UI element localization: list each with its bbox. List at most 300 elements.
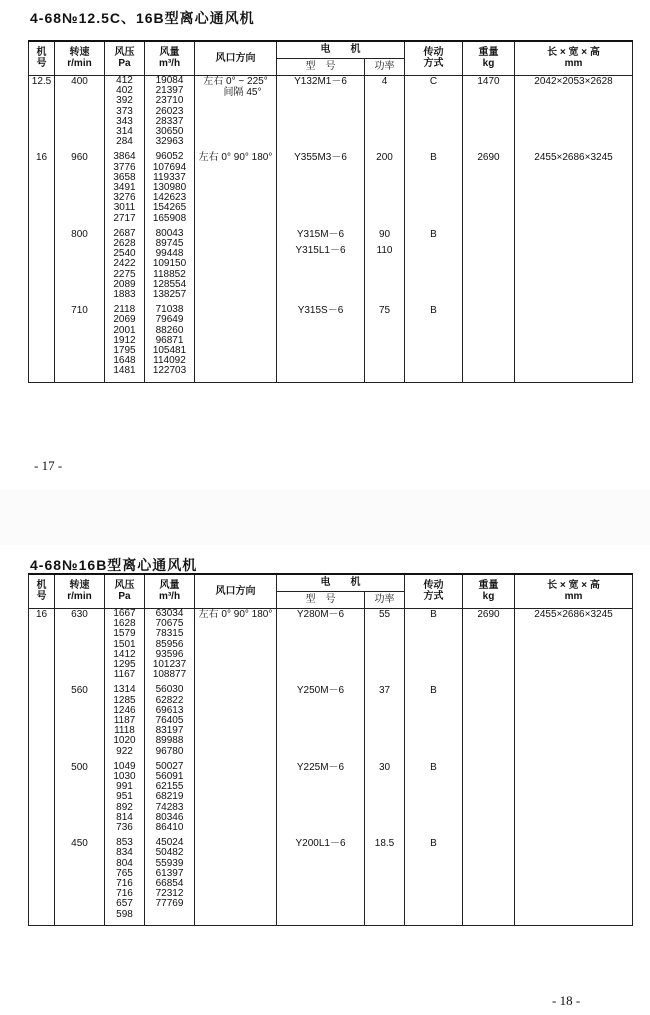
motor-power-value: 75 <box>378 305 391 317</box>
pressure-value: 1648 <box>113 355 136 367</box>
drive-type: B <box>405 152 463 223</box>
motor-power-value: 37 <box>378 685 391 697</box>
outlet-direction <box>195 76 277 148</box>
flow-values <box>145 609 195 681</box>
header-speed <box>55 41 105 76</box>
flow-value: 77769 <box>155 898 184 910</box>
speed-value: 560 <box>55 685 105 756</box>
spacer-cell <box>405 377 463 383</box>
flow-value: 138257 <box>152 289 187 301</box>
pressure-value: 1912 <box>113 334 136 346</box>
flow-value: 63034 <box>155 608 184 619</box>
flow-value: 85956 <box>155 638 184 650</box>
header-flow-line: 风量 <box>159 580 180 592</box>
spacer-cell <box>365 920 405 926</box>
header-dimensions-line: mm <box>564 590 583 602</box>
table-row <box>29 305 633 376</box>
pressure-value: 373 <box>116 105 133 117</box>
motor-model-value: Y280M－6 <box>296 609 345 620</box>
flow-value: 69613 <box>155 704 184 716</box>
outlet-direction <box>195 152 277 223</box>
flow-value: 62155 <box>155 781 184 793</box>
page-number: - 18 - <box>552 993 581 1008</box>
pressure-values <box>105 762 145 833</box>
flow-value: 105481 <box>152 345 187 357</box>
pressure-value: 1795 <box>113 345 136 357</box>
pressure-value: 991 <box>116 781 133 793</box>
flow-value: 56030 <box>155 684 184 696</box>
flow-value: 74283 <box>155 801 184 813</box>
flow-value: 28337 <box>155 115 184 127</box>
page-number: - 17 - <box>34 458 63 473</box>
flow-value: 23710 <box>155 95 184 107</box>
flow-value: 142623 <box>152 192 187 204</box>
header-weight-line: kg <box>482 590 495 602</box>
speed-value: 400 <box>55 76 105 148</box>
header-speed-line: 转速 <box>69 47 90 59</box>
page-17 <box>0 0 650 490</box>
flow-value: 86410 <box>155 822 184 834</box>
pressure-value: 765 <box>116 867 133 879</box>
drive-type: B <box>405 229 463 300</box>
spacer-cell <box>145 920 195 926</box>
header-flow-line: 风量 <box>159 47 180 59</box>
spacer-cell <box>29 920 55 926</box>
speed-value: 630 <box>55 609 105 681</box>
flow-values <box>145 762 195 833</box>
flow-value: 130980 <box>152 182 187 194</box>
flow-values <box>145 305 195 376</box>
fan-spec-table <box>28 573 633 926</box>
dimensions-value <box>515 229 633 300</box>
speed-value: 450 <box>55 838 105 920</box>
flow-value: 88260 <box>155 324 184 336</box>
header-machine-no <box>29 574 55 609</box>
motor-power-value: 30 <box>378 761 391 773</box>
motor-power-value: 90 <box>378 228 391 240</box>
dimensions-value: 2042×2053×2628 <box>515 76 633 148</box>
header-drive <box>405 41 463 76</box>
outlet-direction <box>195 762 277 833</box>
header-pressure <box>105 41 145 76</box>
dimensions-value <box>515 762 633 833</box>
header-machine-no-line: 号 <box>36 590 47 602</box>
pressure-value: 804 <box>116 857 133 869</box>
outlet-direction <box>195 305 277 376</box>
outlet-direction-line: 左右 0° ~ 225° <box>203 76 268 87</box>
flow-value: 21397 <box>155 85 184 97</box>
spacer-cell <box>195 377 277 383</box>
pressure-value: 3011 <box>113 202 136 214</box>
header-pressure-line: Pa <box>118 590 131 602</box>
pressure-value: 892 <box>116 801 133 813</box>
motor-model-value: Y315M－6 <box>296 228 345 240</box>
flow-value: 30650 <box>155 126 184 138</box>
weight-value <box>463 305 515 376</box>
pressure-value: 343 <box>116 115 133 127</box>
flow-value: 108877 <box>152 669 187 681</box>
motor-model-value: Y315S－6 <box>297 305 344 317</box>
motor-model-value: Y355M3－6 <box>294 152 347 164</box>
header-weight-line: 重量 <box>478 580 499 592</box>
outlet-direction-line: 间隔 45° <box>223 87 262 98</box>
flow-value: 114092 <box>153 355 186 367</box>
spacer-cell <box>405 920 463 926</box>
motor-power-value: 18.5 <box>374 838 395 850</box>
pressure-value: 2275 <box>113 268 136 280</box>
machine-number: 16 <box>29 609 55 681</box>
motor-model <box>277 838 365 920</box>
pressure-value: 853 <box>116 837 133 849</box>
motor-model <box>277 762 365 833</box>
motor-power <box>365 609 405 681</box>
motor-model <box>277 609 365 681</box>
table-row <box>29 152 633 223</box>
pressure-value: 951 <box>116 791 133 803</box>
flow-value: 96052 <box>155 151 184 163</box>
flow-value: 55939 <box>155 857 184 869</box>
motor-power <box>365 305 405 376</box>
header-outlet-direction: 风口方向 <box>195 41 277 76</box>
pressure-value: 1187 <box>113 715 136 727</box>
pressure-value: 284 <box>116 136 133 148</box>
motor-model <box>277 685 365 756</box>
scan-divider-band <box>0 490 650 545</box>
header-weight <box>463 41 515 76</box>
dimensions-value <box>515 305 633 376</box>
flow-value: 122703 <box>152 365 187 377</box>
motor-power-value: 4 <box>381 76 388 87</box>
header-motor-power: 功率 <box>365 59 405 76</box>
table-title: 4-68№12.5C、16B型离心通风机 <box>30 10 255 26</box>
flow-value: 68219 <box>155 791 184 803</box>
speed-value: 960 <box>55 152 105 223</box>
weight-value <box>463 762 515 833</box>
table-row <box>29 609 633 681</box>
pressure-value: 1579 <box>113 628 136 640</box>
flow-value: 56091 <box>155 771 184 783</box>
weight-value <box>463 229 515 300</box>
flow-value: 154265 <box>152 202 187 214</box>
spacer-cell <box>365 377 405 383</box>
motor-model <box>277 305 365 376</box>
machine-number <box>29 838 55 920</box>
flow-value: 71038 <box>155 304 184 316</box>
page-18 <box>0 545 650 1015</box>
motor-power <box>365 152 405 223</box>
table-row <box>29 229 633 300</box>
pressure-value: 1030 <box>113 771 136 783</box>
pressure-value: 402 <box>116 85 133 97</box>
outlet-direction-line: 左右 0° 90° 180° <box>198 609 273 620</box>
header-motor: 电 机 <box>277 574 405 592</box>
header-dimensions <box>515 41 633 76</box>
header-speed-line: r/min <box>67 57 92 69</box>
header-flow-line: m³/h <box>158 57 181 69</box>
pressure-value: 3864 <box>113 151 136 163</box>
spacer-cell <box>277 377 365 383</box>
spacer-cell <box>515 377 633 383</box>
outlet-direction-line: 左右 0° 90° 180° <box>198 152 273 164</box>
header-machine-no-line: 机 <box>36 47 47 59</box>
flow-value: 107694 <box>152 161 187 173</box>
flow-value: 79649 <box>155 314 184 326</box>
header-pressure <box>105 574 145 609</box>
pressure-value: 2628 <box>113 238 136 250</box>
flow-value: 119337 <box>153 171 186 183</box>
header-machine-no <box>29 41 55 76</box>
motor-model-value: Y315L1－6 <box>295 244 346 256</box>
motor-power-value: 110 <box>376 244 393 256</box>
machine-number <box>29 685 55 756</box>
dimensions-value <box>515 685 633 756</box>
machine-number: 12.5 <box>29 76 55 148</box>
pressure-value: 1020 <box>113 735 136 747</box>
pressure-values <box>105 229 145 300</box>
spacer-cell <box>105 920 145 926</box>
header-motor-power: 功率 <box>365 592 405 609</box>
pressure-values <box>105 152 145 223</box>
header-weight-line: 重量 <box>478 47 499 59</box>
header-motor: 电 机 <box>277 41 405 59</box>
weight-value: 2690 <box>463 609 515 681</box>
machine-number <box>29 305 55 376</box>
pressure-value: 922 <box>116 745 133 757</box>
table-row <box>29 76 633 148</box>
machine-number: 16 <box>29 152 55 223</box>
speed-value: 500 <box>55 762 105 833</box>
pressure-value: 1246 <box>113 704 136 716</box>
drive-type: B <box>405 838 463 920</box>
pressure-value: 392 <box>116 95 133 107</box>
motor-power <box>365 229 405 300</box>
flow-values <box>145 229 195 300</box>
motor-power <box>365 838 405 920</box>
outlet-direction <box>195 229 277 300</box>
flow-value: 72312 <box>155 888 184 900</box>
pressure-values <box>105 685 145 756</box>
pressure-values <box>105 76 145 148</box>
flow-value: 66854 <box>155 878 184 890</box>
header-dimensions <box>515 574 633 609</box>
spacer-cell <box>277 920 365 926</box>
pressure-value: 1295 <box>113 659 136 671</box>
pressure-value: 716 <box>116 888 133 900</box>
motor-power-value: 55 <box>378 609 391 620</box>
spacer-cell <box>145 377 195 383</box>
pressure-value: 1314 <box>113 684 136 696</box>
pressure-value: 2717 <box>113 212 136 224</box>
motor-model <box>277 76 365 148</box>
pressure-value: 1667 <box>113 608 136 619</box>
header-dimensions-line: mm <box>564 57 583 69</box>
motor-model-value: Y132M1－6 <box>294 76 347 87</box>
drive-type: B <box>405 305 463 376</box>
spacer-cell <box>195 920 277 926</box>
pressure-value: 3276 <box>113 192 136 204</box>
machine-number <box>29 229 55 300</box>
header-flow <box>145 41 195 76</box>
pressure-value: 1412 <box>113 648 136 660</box>
drive-type: B <box>405 685 463 756</box>
header-outlet-direction: 风口方向 <box>195 574 277 609</box>
flow-values <box>145 685 195 756</box>
header-motor-model: 型 号 <box>277 59 365 76</box>
table-row <box>29 762 633 833</box>
spacer-cell <box>463 377 515 383</box>
flow-value: 109150 <box>152 258 187 270</box>
flow-value: 99448 <box>155 248 184 260</box>
header-pressure-line: Pa <box>118 57 131 69</box>
flow-value: 83197 <box>155 725 184 737</box>
flow-value: 80346 <box>155 811 184 823</box>
motor-power <box>365 76 405 148</box>
pressure-value: 716 <box>116 878 133 890</box>
pressure-value: 1501 <box>113 638 136 650</box>
header-drive-line: 方式 <box>423 57 444 69</box>
outlet-direction <box>195 609 277 681</box>
flow-value: 80043 <box>155 227 184 239</box>
spacer-cell <box>463 920 515 926</box>
flow-value: 128554 <box>152 278 187 290</box>
weight-value <box>463 838 515 920</box>
pressure-value: 2422 <box>113 258 136 270</box>
pressure-value: 736 <box>116 822 133 834</box>
table-row <box>29 685 633 756</box>
flow-value: 32963 <box>155 136 184 148</box>
pressure-value: 412 <box>116 75 133 86</box>
pressure-value: 1285 <box>113 694 136 706</box>
pressure-value: 1167 <box>113 669 136 681</box>
header-dimensions-line: 长 × 宽 × 高 <box>547 580 600 592</box>
dimensions-value <box>515 838 633 920</box>
pressure-value: 3491 <box>113 182 136 194</box>
motor-model <box>277 229 365 300</box>
flow-value: 62822 <box>155 694 184 706</box>
dimensions-value: 2455×2686×3245 <box>515 152 633 223</box>
pressure-value: 314 <box>116 126 133 138</box>
header-weight-line: kg <box>482 57 495 69</box>
speed-value: 710 <box>55 305 105 376</box>
flow-value: 89745 <box>155 238 184 250</box>
pressure-value: 598 <box>116 908 133 920</box>
flow-values <box>145 76 195 148</box>
pressure-value: 2089 <box>113 278 136 290</box>
pressure-value: 2118 <box>113 304 136 316</box>
flow-values <box>145 152 195 223</box>
machine-number <box>29 762 55 833</box>
drive-type: B <box>405 609 463 681</box>
header-speed-line: 转速 <box>69 580 90 592</box>
weight-value <box>463 685 515 756</box>
flow-value: 19084 <box>155 75 184 86</box>
flow-value: 96871 <box>155 334 184 346</box>
pressure-value: 2069 <box>113 314 136 326</box>
header-machine-no-line: 机 <box>36 580 47 592</box>
motor-model-value: Y250M－6 <box>296 685 345 697</box>
motor-power <box>365 685 405 756</box>
pressure-value: 3658 <box>113 171 136 183</box>
fan-spec-table <box>28 40 633 383</box>
pressure-value: 2001 <box>113 324 136 336</box>
group-spacer <box>29 920 633 926</box>
pressure-value: 834 <box>116 847 133 859</box>
pressure-value: 1049 <box>113 760 136 772</box>
group-spacer <box>29 377 633 383</box>
pressure-value: 3776 <box>113 161 136 173</box>
header-speed <box>55 574 105 609</box>
dimensions-value: 2455×2686×3245 <box>515 609 633 681</box>
header-drive <box>405 574 463 609</box>
header-drive-line: 传动 <box>423 47 444 59</box>
weight-value: 2690 <box>463 152 515 223</box>
header-machine-no-line: 号 <box>36 57 47 69</box>
flow-value: 70675 <box>155 618 184 630</box>
flow-value: 50482 <box>155 847 184 859</box>
motor-model-value: Y200L1－6 <box>295 838 346 850</box>
flow-value: 78315 <box>155 628 184 640</box>
flow-value: 50027 <box>155 760 184 772</box>
pressure-value: 2540 <box>113 248 136 260</box>
header-weight <box>463 574 515 609</box>
weight-value: 1470 <box>463 76 515 148</box>
pressure-value: 2687 <box>113 227 136 239</box>
header-flow-line: m³/h <box>158 590 181 602</box>
flow-value: 89988 <box>155 735 184 747</box>
table-title: 4-68№16B型离心通风机 <box>30 557 198 573</box>
pressure-value: 814 <box>116 811 133 823</box>
header-motor-model: 型 号 <box>277 592 365 609</box>
motor-model <box>277 152 365 223</box>
motor-power <box>365 762 405 833</box>
header-drive-line: 传动 <box>423 580 444 592</box>
flow-value: 96780 <box>155 745 184 757</box>
header-dimensions-line: 长 × 宽 × 高 <box>547 47 600 59</box>
flow-value: 93596 <box>155 648 184 660</box>
flow-value: 118852 <box>153 268 186 280</box>
outlet-direction <box>195 838 277 920</box>
header-pressure-line: 风压 <box>114 47 135 59</box>
spacer-cell <box>55 377 105 383</box>
flow-value: 61397 <box>155 867 184 879</box>
header-speed-line: r/min <box>67 590 92 602</box>
pressure-values <box>105 838 145 920</box>
flow-value: 26023 <box>155 105 184 117</box>
motor-power-value: 200 <box>376 152 393 164</box>
pressure-value: 1481 <box>113 365 136 377</box>
flow-value: 165908 <box>152 212 187 224</box>
header-pressure-line: 风压 <box>114 580 135 592</box>
speed-value: 800 <box>55 229 105 300</box>
table-row <box>29 838 633 920</box>
flow-value: 45024 <box>155 837 184 849</box>
flow-values <box>145 838 195 920</box>
spacer-cell <box>29 377 55 383</box>
motor-model-value: Y225M－6 <box>296 761 345 773</box>
header-flow <box>145 574 195 609</box>
pressure-value: 1628 <box>113 618 136 630</box>
spacer-cell <box>105 377 145 383</box>
flow-value: 76405 <box>155 715 184 727</box>
pressure-values <box>105 305 145 376</box>
outlet-direction <box>195 685 277 756</box>
pressure-values <box>105 609 145 681</box>
drive-type: B <box>405 762 463 833</box>
spacer-cell <box>515 920 633 926</box>
pressure-value: 1118 <box>114 725 135 737</box>
pressure-value: 1883 <box>113 289 136 301</box>
drive-type: C <box>405 76 463 148</box>
